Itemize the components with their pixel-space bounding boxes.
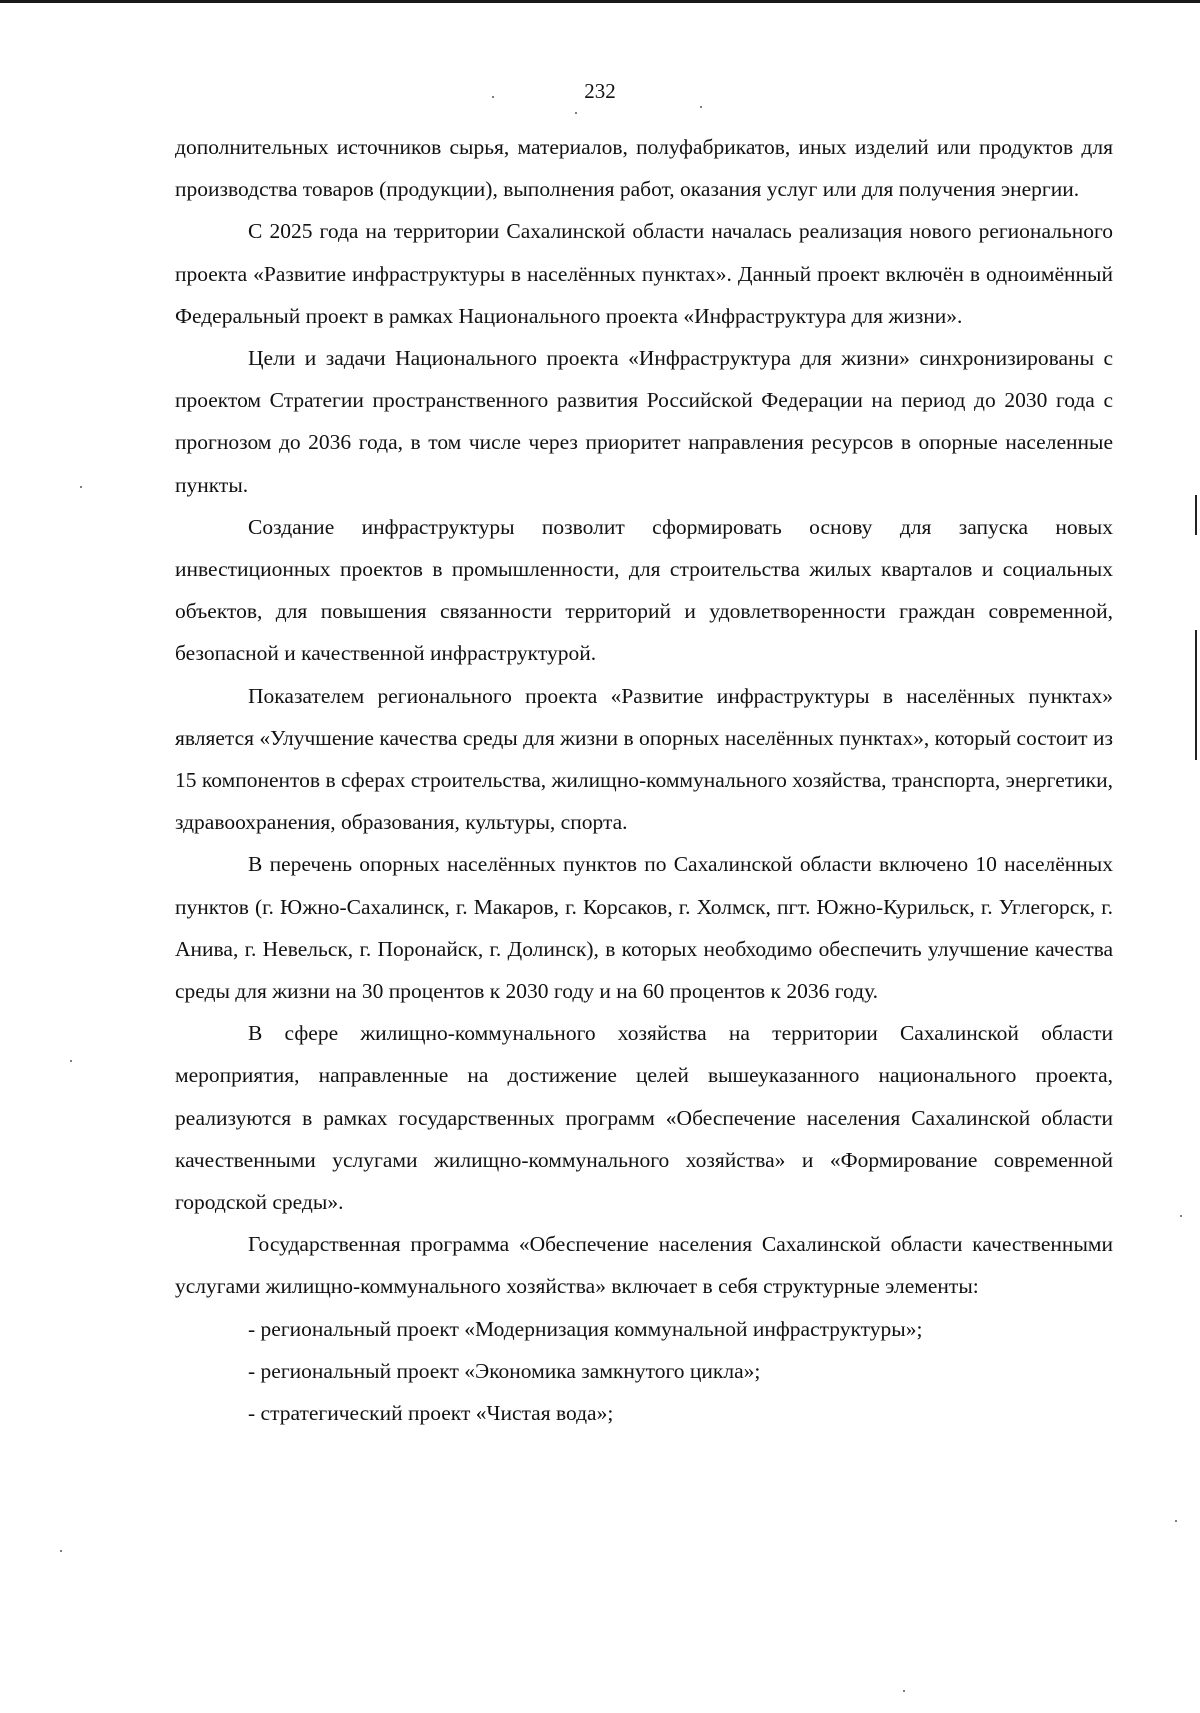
list-item: - региональный проект «Экономика замкнутого цикла»;	[248, 1358, 761, 1383]
paragraph-continuation: дополнительных источников сырья, материалов, полуфабрикатов, иных изделий или продуктов для производства товаров (продукции), выполнения работ, оказания услуг или для получения энергии.	[175, 135, 1113, 202]
list-item: - стратегический проект «Чистая вода»;	[248, 1401, 614, 1426]
paragraph-indicator: Показателем регионального проекта «Развитие инфраструктуры в населённых пунктах» является «Улучшение качества среды для жизни в опорных населённых пунктах», который состоит из 15 компонентов в сферах строительства, жилищно-коммунального хозяйства, транспорта, энергетики, здравоохранения, образования, культуры, спорта.	[175, 683, 1113, 835]
scan-speck	[700, 106, 702, 108]
document-body	[175, 126, 1113, 1434]
paragraph-settlements: В перечень опорных населённых пунктов по Сахалинской области включено 10 населённых пунктов (г. Южно-Сахалинск, г. Макаров, г. Корсаков, г. Холмск, пгт. Южно-Курильск, г. Углегорск, г. Анива, г. Невельск, г. Поронайск, г. Долинск), в которых необходимо обеспечить улучшение качества среды для жизни на 30 процентов к 2030 году и на 60 процентов к 2036 году.	[175, 852, 1113, 1004]
scan-edge-mark	[1195, 630, 1197, 760]
page-number: 232	[584, 79, 616, 103]
scan-speck	[492, 96, 494, 98]
scan-speck	[70, 1060, 72, 1062]
paragraph-state-program: Государственная программа «Обеспечение населения Сахалинской области качественными услугами жилищно-коммунального хозяйства» включает в себя структурные элементы:	[175, 1232, 1113, 1299]
paragraph-infrastructure: Создание инфраструктуры позволит сформировать основу для запуска новых инвестиционных проектов в промышленности, для строительства жилых кварталов и социальных объектов, для повышения связанности территорий и удовлетворенности граждан современной, безопасной и качественной инфраструктурой.	[175, 514, 1113, 666]
scan-speck	[575, 112, 577, 114]
top-border-line	[0, 0, 1200, 3]
scan-speck	[903, 1690, 905, 1692]
scan-edge-mark	[1195, 495, 1197, 535]
list-item: - региональный проект «Модернизация коммунальной инфраструктуры»;	[248, 1316, 923, 1341]
scan-speck	[1175, 1520, 1177, 1522]
scan-speck	[80, 486, 82, 488]
paragraph-goals: Цели и задачи Национального проекта «Инфраструктура для жизни» синхронизированы с проектом Стратегии пространственного развития Российской Федерации на период до 2030 года с прогнозом до 2036 года, в том числе через приоритет направления ресурсов в опорные населенные пункты.	[175, 346, 1113, 497]
paragraph-housing-sphere: В сфере жилищно-коммунального хозяйства на территории Сахалинской области мероприятия, направленные на достижение целей вышеуказанного национального проекта, реализуются в рамках государственных программ «Обеспечение населения Сахалинской области качественными услугами жилищно-коммунального хозяйства» и «Формирование современной городской среды».	[175, 1021, 1113, 1215]
scan-speck	[1180, 1215, 1182, 1217]
scan-speck	[60, 1550, 62, 1552]
paragraph-regional-project: С 2025 года на территории Сахалинской области началась реализация нового регионального проекта «Развитие инфраструктуры в населённых пунктах». Данный проект включён в одноимённый Федеральный проект в рамках Национального проекта «Инфраструктура для жизни».	[175, 219, 1113, 328]
